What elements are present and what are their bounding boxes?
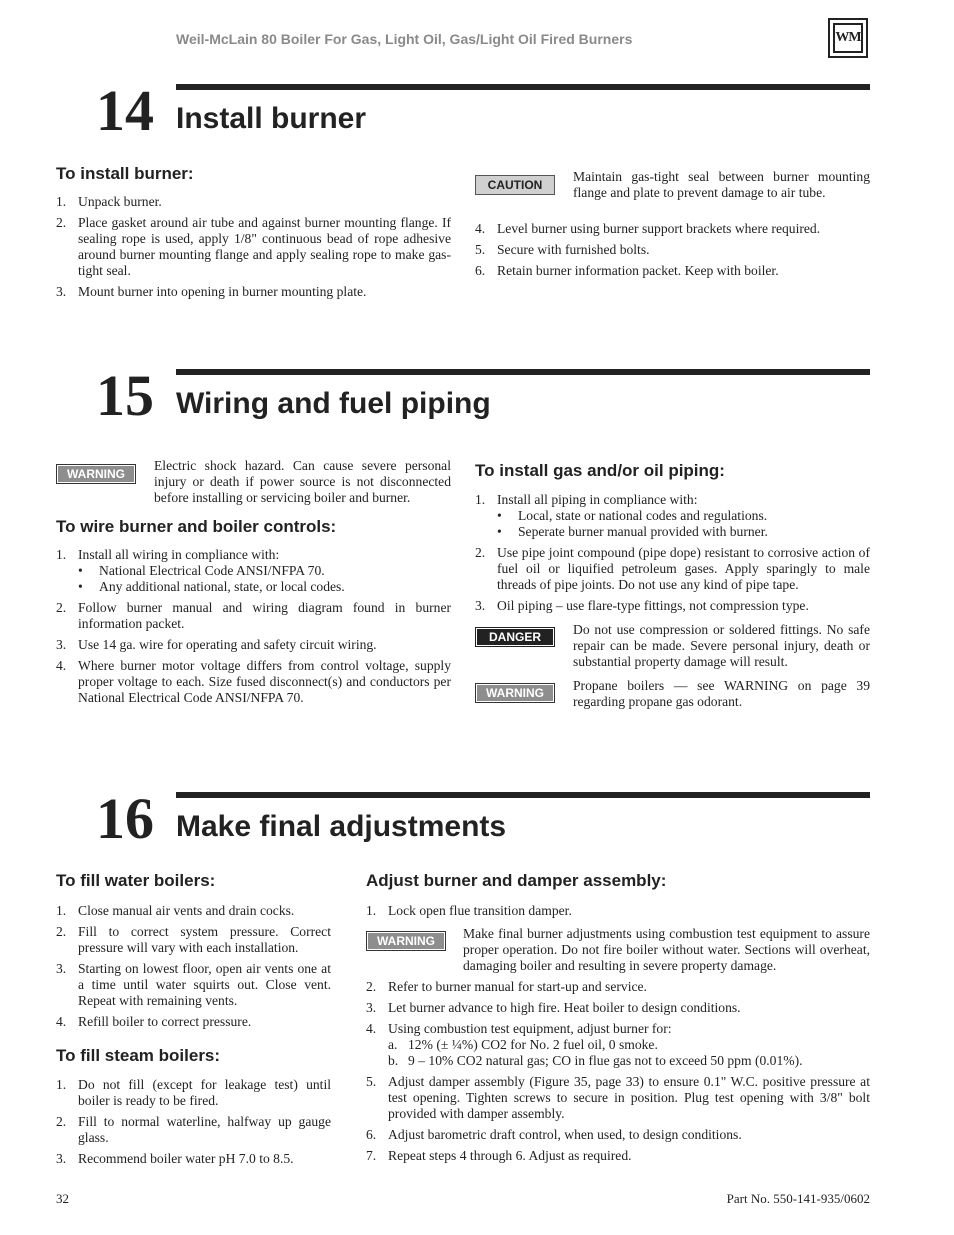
list-item: 5. Adjust damper assembly (Figure 35, page 33) to ensure 0.1" W.C. positive pressure at test opening. Tighten screws to secure in position. Plug test opening with 3/8" bolt provided with damper assembly. — [366, 1074, 870, 1121]
list-item: 4. Where burner motor voltage differs from control voltage, supply proper voltage to each. Size fused disconnect(s) and conductors per National Electrical Code ANSI/NFPA 70. — [56, 658, 451, 705]
list-item: 1. Install all wiring in compliance with: • National Electrical Code ANSI/NFPA 70. • Any additional national, state, or local codes. — [56, 547, 451, 595]
gas-oil-piping-heading: To install gas and/or oil piping: — [475, 461, 725, 480]
list-item: 4. Level burner using burner support brackets where required. — [475, 221, 821, 236]
running-header: Weil-McLain 80 Boiler For Gas, Light Oil, Gas/Light Oil Fired Burners — [176, 31, 633, 47]
part-number: Part No. 550-141-935/0602 — [726, 1191, 870, 1206]
list-item: 3. Use 14 ga. wire for operating and safety circuit wiring. — [56, 637, 377, 652]
logo-mark: WM — [833, 23, 863, 53]
section-14-rule — [176, 84, 870, 90]
section-15-rule — [176, 369, 870, 375]
adjust-step-1 — [366, 903, 870, 924]
list-item: 2. Follow burner manual and wiring diagram found in burner information packet. — [56, 600, 451, 631]
caution-badge: CAUTION — [475, 175, 555, 195]
section-16-rule — [176, 792, 870, 798]
list-item: 2. Fill to normal waterline, halfway up gauge glass. — [56, 1114, 331, 1145]
bullet-item: • National Electrical Code ANSI/NFPA 70. — [78, 563, 451, 579]
list-item: 1. Unpack burner. — [56, 194, 162, 209]
fill-steam-heading: To fill steam boilers: — [56, 1046, 221, 1065]
fill-water-steps — [56, 903, 331, 1035]
list-item: 1. Do not fill (except for leakage test) until boiler is ready to be fired. — [56, 1077, 331, 1108]
wire-controls-heading: To wire burner and boiler controls: — [56, 517, 337, 536]
install-burner-steps-continued — [475, 221, 870, 284]
sub-item: b. 9 – 10% CO2 natural gas; CO in flue gas not to exceed 50 ppm (0.01%). — [388, 1053, 803, 1068]
list-item: 1. Install all piping in compliance with: • Local, state or national codes and regulations. • Seperate burner manual provided with burner. — [475, 492, 870, 540]
section-14-number: 14 — [96, 78, 154, 143]
danger-text: Do not use compression or soldered fittings. No safe repair can be made. Severe personal injury, death or substantial property damage will result. — [573, 622, 870, 669]
list-item: 6. Retain burner information packet. Keep with boiler. — [475, 263, 779, 278]
list-item: 4. Using combustion test equipment, adjust burner for: a. 12% (± ¼%) CO2 for No. 2 fuel oil, 0 smoke. b. 9 – 10% CO2 natural gas; CO in flue gas not to exceed 50 ppm (0.01%). — [366, 1021, 870, 1069]
fill-steam-steps — [56, 1077, 331, 1172]
section-15-title: Wiring and fuel piping — [176, 387, 491, 420]
section-16-number: 16 — [96, 786, 154, 851]
warning-badge: WARNING — [56, 464, 136, 484]
adjust-burner-steps — [366, 979, 870, 1169]
list-item: 3. Starting on lowest floor, open air vents one at a time until water squirts out. Close vent. Repeat with remaining vents. — [56, 961, 331, 1008]
list-item: 3. Oil piping – use flare-type fittings, not compression type. — [475, 598, 809, 613]
list-item: 3. Let burner advance to high fire. Heat boiler to design conditions. — [366, 1000, 741, 1015]
section-15-number: 15 — [96, 363, 154, 428]
list-item: 5. Secure with furnished bolts. — [475, 242, 650, 257]
list-item: 1. Lock open flue transition damper. — [366, 903, 572, 918]
list-item: 2. Use pipe joint compound (pipe dope) resistant to corrosive action of fuel oil or liquified petroleum gases. Apply sparingly to male threads of pipe joints. Do not use any kind of pipe tape. — [475, 545, 870, 592]
list-item: 2. Refer to burner manual for start-up and service. — [366, 979, 647, 994]
adjust-burner-heading: Adjust burner and damper assembly: — [366, 871, 667, 890]
list-item: 3. Mount burner into opening in burner mounting plate. — [56, 284, 367, 299]
bullet-item: • Seperate burner manual provided with burner. — [497, 524, 870, 540]
propane-warning-badge: WARNING — [475, 683, 555, 703]
list-item: 3. Recommend boiler water pH 7.0 to 8.5. — [56, 1151, 294, 1166]
list-item: 2. Place gasket around air tube and against burner mounting flange. If sealing rope is used, apply 1/8" continuous bead of rope adhesive around burner mounting flange and apply sealing rope to make gas-tight seal. — [56, 215, 451, 278]
install-burner-steps — [56, 194, 451, 305]
list-item: 1. Close manual air vents and drain cocks. — [56, 903, 295, 918]
wire-controls-steps — [56, 547, 451, 711]
propane-warning-text: Propane boilers — see WARNING on page 39 regarding propane gas odorant. — [573, 678, 870, 709]
sub-item: a. 12% (± ¼%) CO2 for No. 2 fuel oil, 0 smoke. — [388, 1037, 658, 1052]
bullet-item: • Local, state or national codes and regulations. — [497, 508, 870, 524]
list-item: 7. Repeat steps 4 through 6. Adjust as required. — [366, 1148, 632, 1163]
electric-shock-warning-text: Electric shock hazard. Can cause severe personal injury or death if power source is not disconnected before installing or servicing boiler and burner. — [154, 458, 451, 505]
section-14-title: Install burner — [176, 102, 367, 135]
list-item: 2. Fill to correct system pressure. Correct pressure will vary with each installation. — [56, 924, 331, 955]
caution-text: Maintain gas-tight seal between burner mounting flange and plate to prevent damage to air tube. — [573, 169, 870, 200]
danger-badge: DANGER — [475, 627, 555, 647]
section-16-title: Make final adjustments — [176, 810, 507, 843]
weil-mclain-logo — [828, 18, 868, 58]
page-number: 32 — [56, 1191, 69, 1206]
fill-water-heading: To fill water boilers: — [56, 871, 216, 890]
bullet-item: • Any additional national, state, or local codes. — [78, 579, 451, 595]
combustion-warning-text: Make final burner adjustments using combustion test equipment to assure proper operation. Do not fire boiler without water. Sections will overheat, damaging boiler and resulting in severe property damage. — [463, 926, 870, 973]
combustion-warning-badge: WARNING — [366, 931, 446, 951]
list-item: 6. Adjust barometric draft control, when used, to design conditions. — [366, 1127, 742, 1142]
install-burner-heading: To install burner: — [56, 164, 194, 183]
list-item: 4. Refill boiler to correct pressure. — [56, 1014, 252, 1029]
gas-oil-piping-steps — [475, 492, 870, 619]
